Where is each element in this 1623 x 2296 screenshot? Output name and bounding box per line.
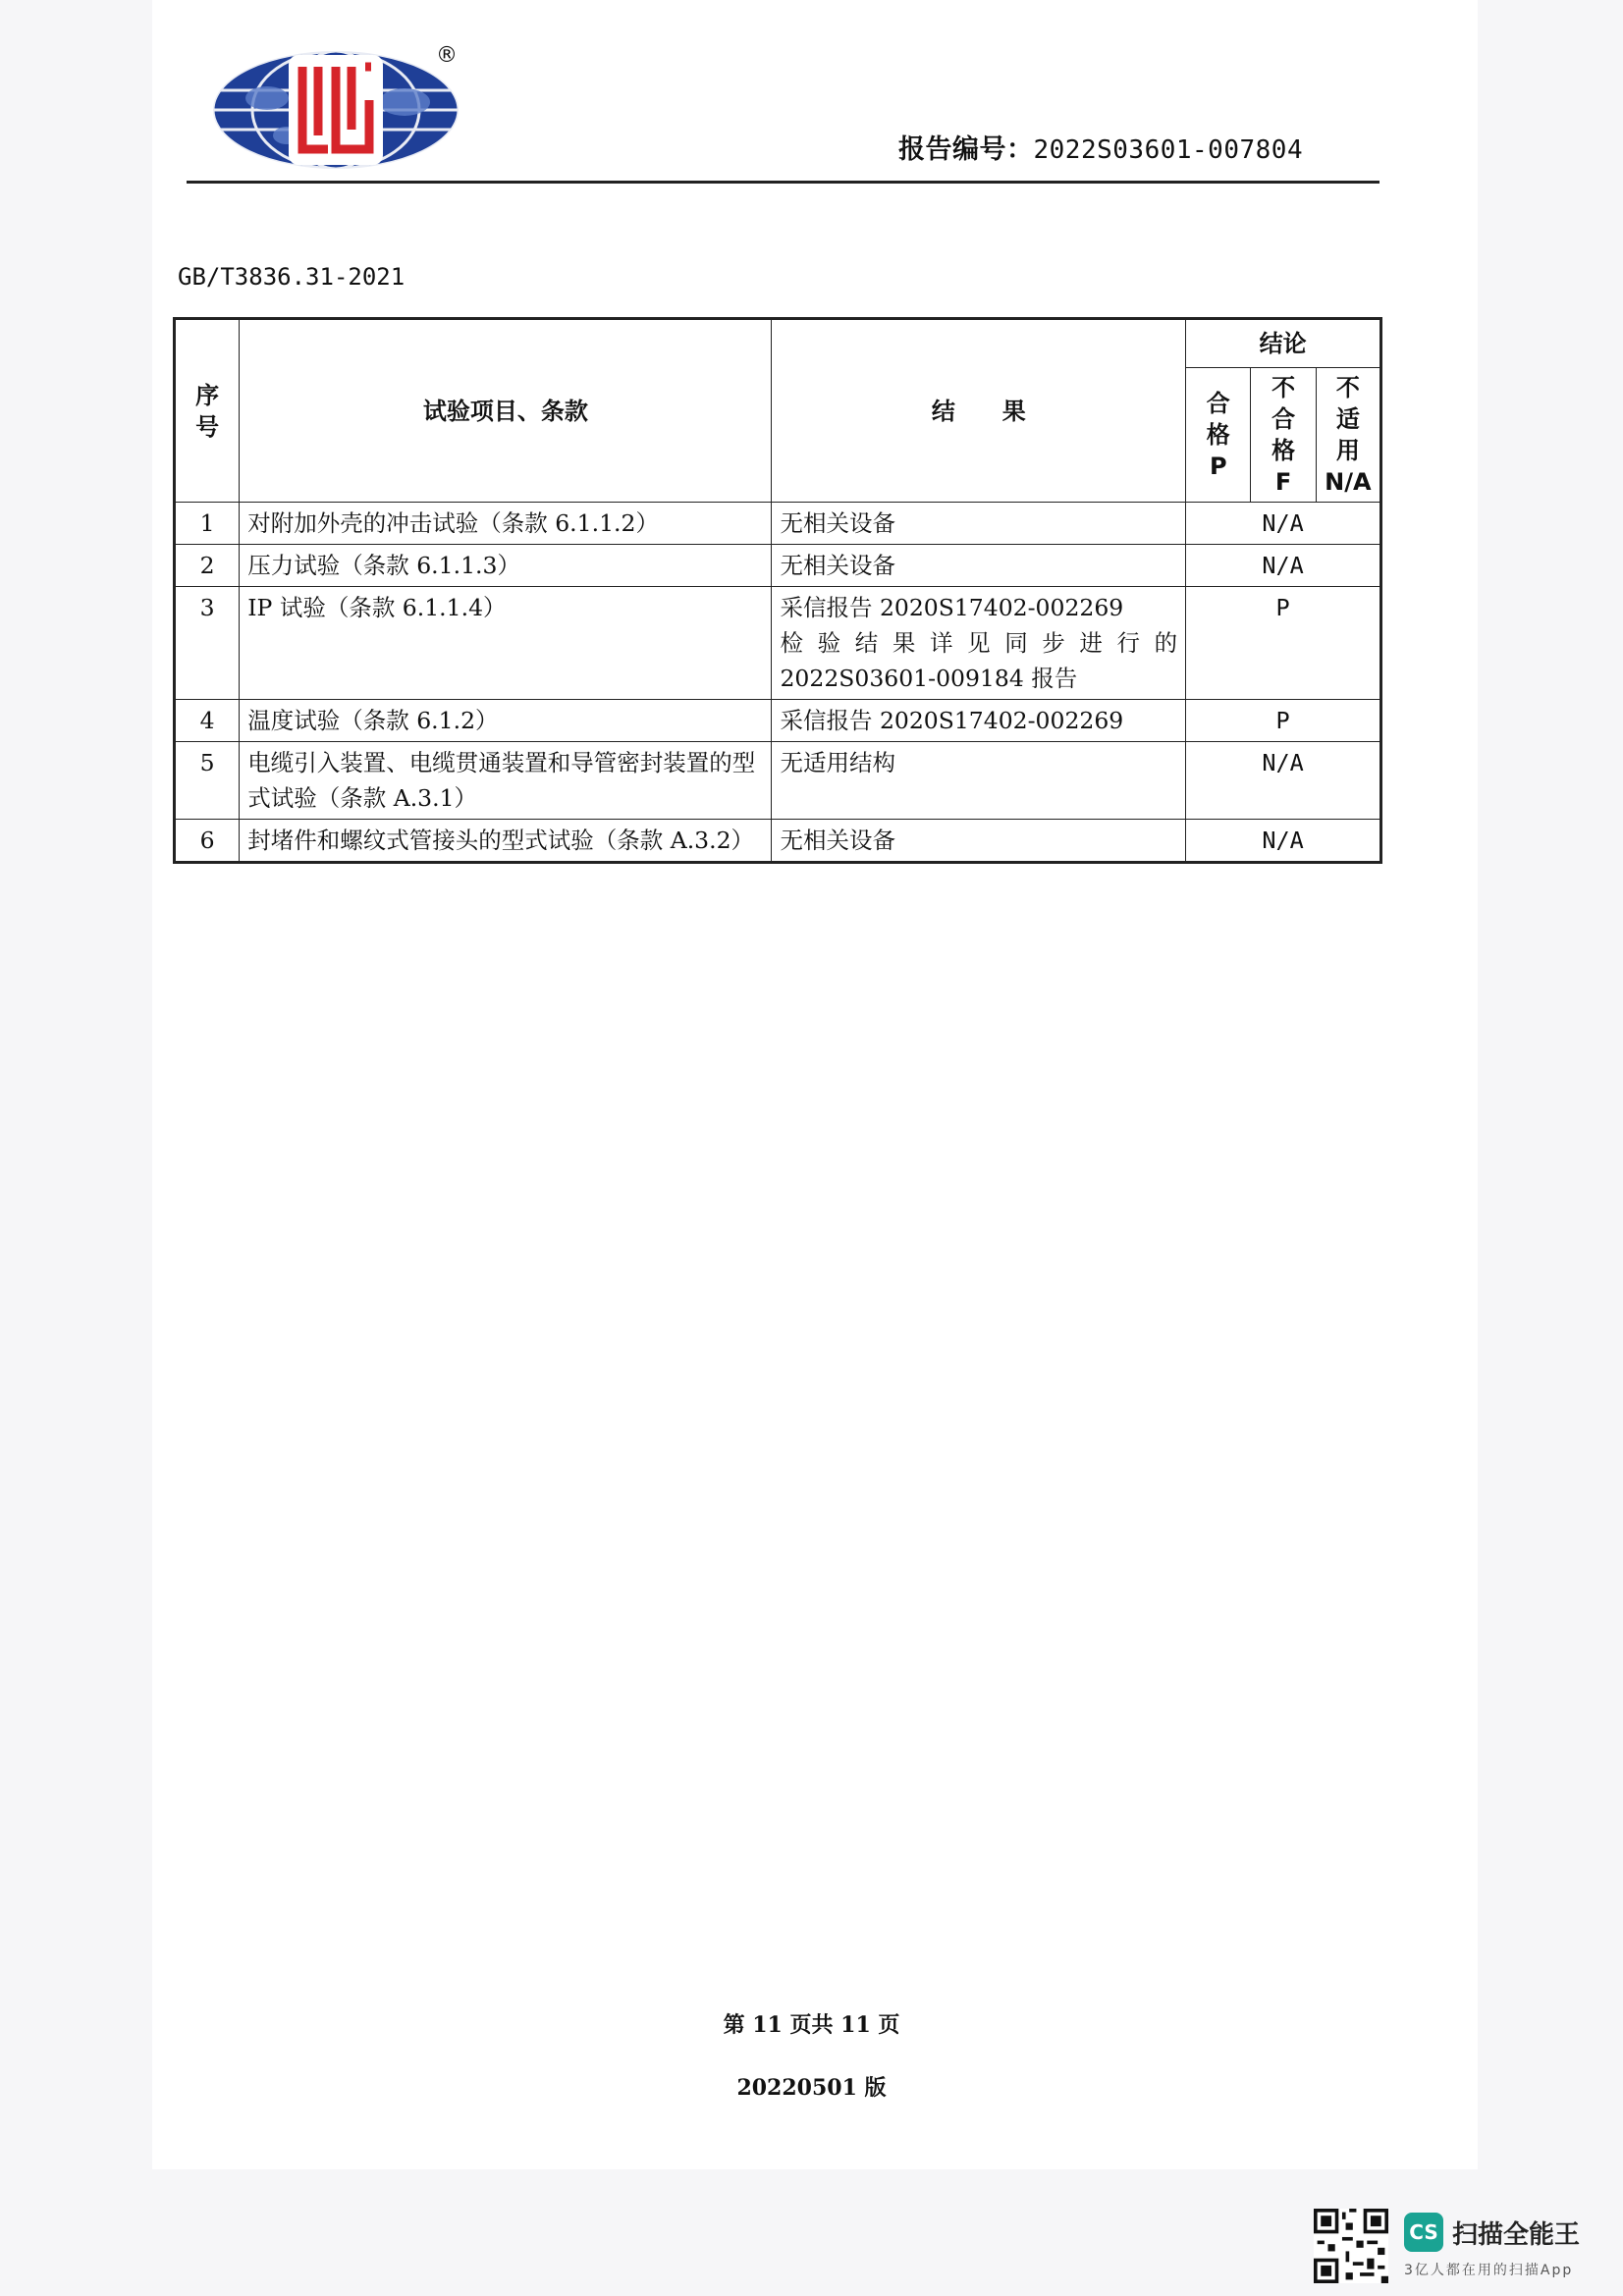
report-number-value: 2022S03601-007804: [1033, 135, 1304, 165]
table-row: [175, 820, 1381, 863]
col-header-no: 序 号: [175, 319, 240, 503]
report-number-label: 报告编号：: [898, 134, 1034, 165]
col-header-pass: 合 格 P: [1186, 368, 1251, 503]
row-result: 无相关设备: [772, 820, 1186, 863]
row-conclusion: N/A: [1186, 742, 1381, 820]
col-header-fail: 不 合 格 F: [1251, 368, 1316, 503]
table-row: [175, 545, 1381, 587]
row-conclusion: P: [1186, 700, 1381, 742]
row-number: 6: [175, 820, 240, 863]
row-item: 对附加外壳的冲击试验（条款 6.1.1.2）: [240, 503, 772, 545]
company-logo: [208, 41, 463, 179]
row-result-line: 采信报告 2020S17402-002269: [780, 594, 1124, 621]
scanner-app-tagline: 3亿人都在用的扫描App: [1404, 2263, 1574, 2278]
qr-code-icon: [1314, 2209, 1388, 2283]
scanner-app-name: 扫描全能王: [1452, 2220, 1581, 2250]
table-row: [175, 503, 1381, 545]
row-number: 4: [175, 700, 240, 742]
row-conclusion: N/A: [1186, 503, 1381, 545]
row-conclusion: P: [1186, 587, 1381, 700]
report-number: [898, 128, 1303, 166]
table-row: [175, 587, 1381, 700]
row-result-line: 2022S03601-009184 报告: [780, 665, 1078, 692]
row-number: 5: [175, 742, 240, 820]
col-header-na: 不 适 用 N/A: [1316, 368, 1380, 503]
table-row: [175, 742, 1381, 820]
row-result: 无适用结构: [772, 742, 1186, 820]
row-number: 3: [175, 587, 240, 700]
header-divider: [187, 181, 1380, 184]
col-header-result: 结 果: [772, 319, 1186, 503]
scanner-app-badge: CS: [1404, 2213, 1443, 2252]
row-result-line: 检验结果详见同步进行的: [780, 629, 1178, 657]
standard-code: GB/T3836.31-2021: [178, 263, 406, 291]
row-number: 1: [175, 503, 240, 545]
row-number: 2: [175, 545, 240, 587]
col-header-conclusion: 结论: [1186, 319, 1381, 368]
row-conclusion: N/A: [1186, 545, 1381, 587]
row-result: 无相关设备: [772, 545, 1186, 587]
row-result: [772, 587, 1186, 700]
page-number: 第 11 页共 11 页: [723, 2012, 900, 2038]
row-item: 压力试验（条款 6.1.1.3）: [240, 545, 772, 587]
row-result: 无相关设备: [772, 503, 1186, 545]
col-header-item: 试验项目、条款: [240, 319, 772, 503]
row-item: 温度试验（条款 6.1.2）: [240, 700, 772, 742]
header-row: [175, 319, 1381, 368]
registered-mark: ®: [436, 43, 458, 68]
table-row: [175, 700, 1381, 742]
row-item: IP 试验（条款 6.1.1.4）: [240, 587, 772, 700]
row-result: 采信报告 2020S17402-002269: [772, 700, 1186, 742]
row-item: 封堵件和螺纹式管接头的型式试验（条款 A.3.2）: [240, 820, 772, 863]
row-conclusion: N/A: [1186, 820, 1381, 863]
version-label: 20220501 版: [736, 2075, 887, 2101]
row-item: 电缆引入装置、电缆贯通装置和导管密封装置的型式试验（条款 A.3.1）: [240, 742, 772, 820]
results-table: [173, 317, 1382, 864]
